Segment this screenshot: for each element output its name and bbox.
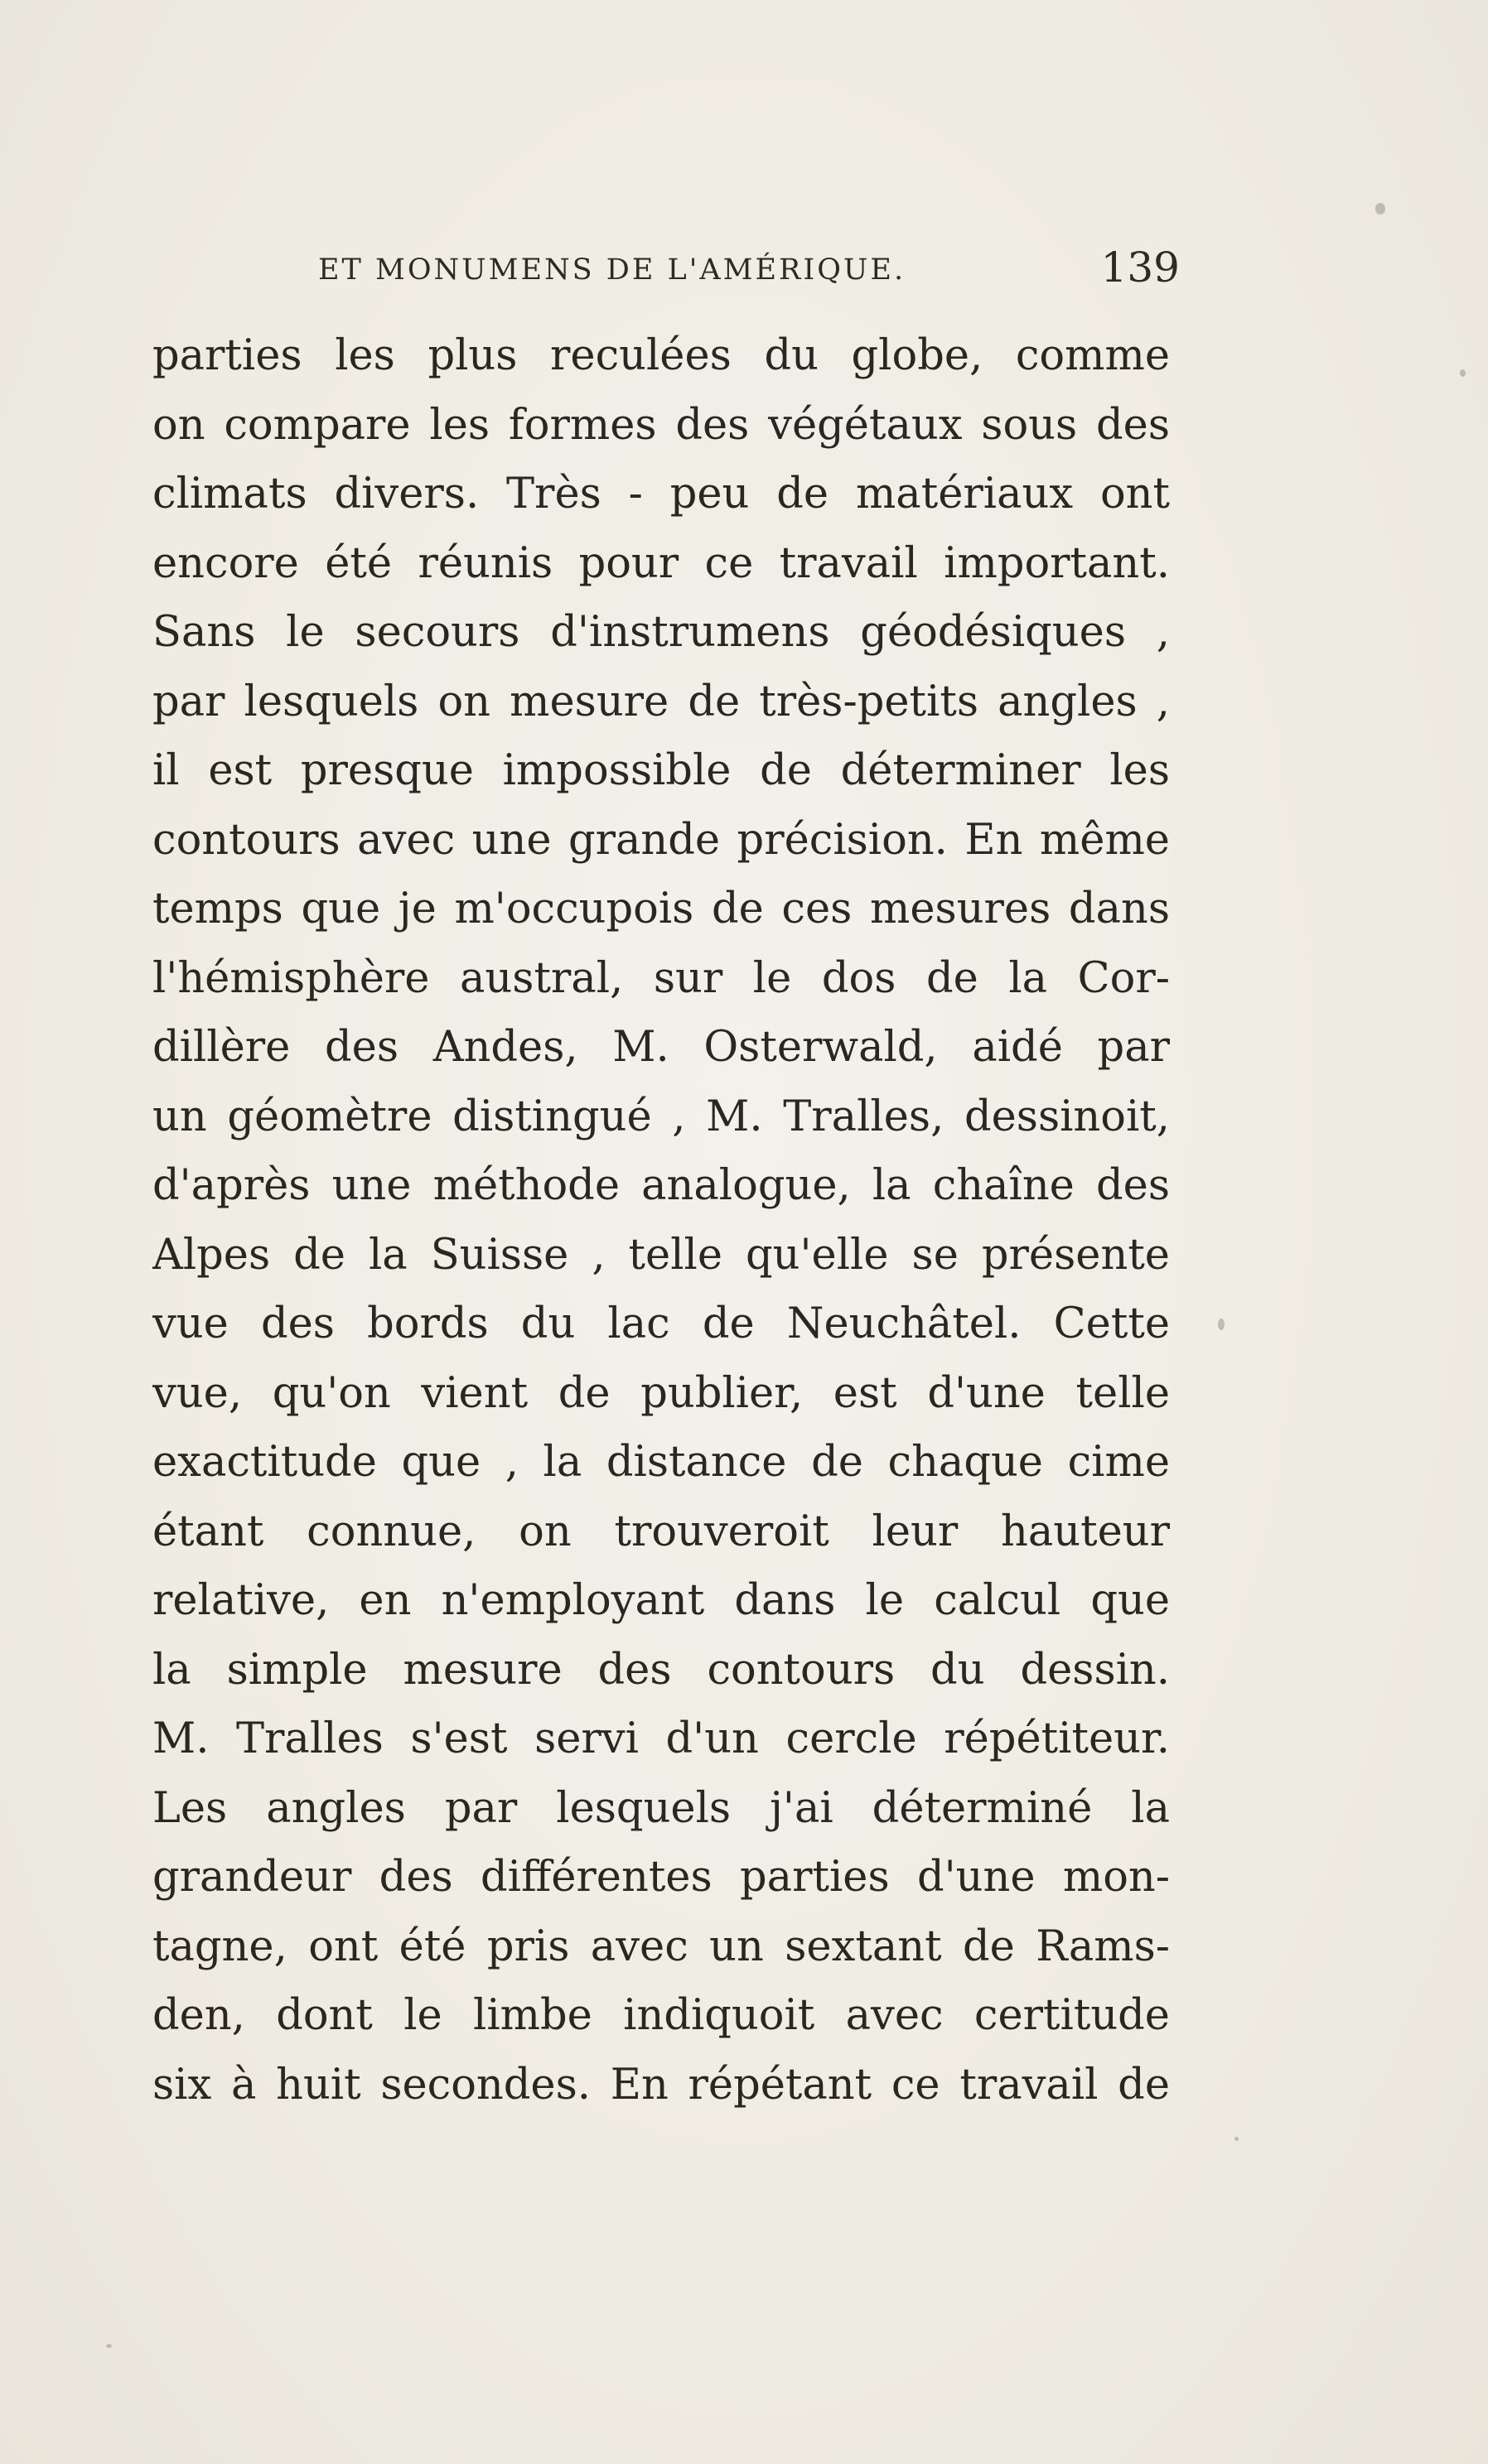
text-line: encore été réunis pour ce travail important. — [152, 538, 1170, 588]
text-line: parties les plus reculées du globe, comme — [152, 331, 1170, 380]
text-line: vue des bords du lac de Neuchâtel. Cette — [152, 1300, 1170, 1348]
text-line: Sans le secours d'instrumens géodésiques , — [152, 608, 1170, 657]
paper-speck — [1375, 203, 1385, 215]
text-line: den, dont le limbe indiquoit avec certitude — [152, 1991, 1170, 2040]
text-line: six à huit secondes. En répétant ce travail de — [152, 2060, 1170, 2110]
text-line: par lesquels on mesure de très-petits angles , — [152, 677, 1170, 726]
text-line: relative, en n'employant dans le calcul que — [152, 1576, 1170, 1625]
text-line: vue, qu'on vient de publier, est d'une telle — [152, 1368, 1170, 1418]
text-line: Alpes de la Suisse , telle qu'elle se présente — [152, 1230, 1170, 1280]
text-line: grandeur des différentes parties d'une mon- — [152, 1853, 1170, 1902]
page-number: 139 — [1100, 244, 1180, 292]
text-line: tagne, ont été pris avec un sextant de Rams- — [152, 1922, 1170, 1971]
text-line: M. Tralles s'est servi d'un cercle répétiteur. — [152, 1714, 1170, 1763]
body-text — [152, 321, 1170, 2119]
paper-speck — [1460, 369, 1466, 377]
running-title: ET MONUMENS DE L'AMÉRIQUE. — [318, 253, 906, 287]
paper-speck — [1218, 1319, 1225, 1330]
text-line: on compare les formes des végétaux sous des — [152, 400, 1170, 450]
text-line: il est presque impossible de déterminer les — [152, 746, 1170, 795]
paper-speck — [106, 2344, 112, 2348]
running-head — [318, 244, 1180, 298]
paper-speck — [1234, 2137, 1239, 2141]
text-line: Les angles par lesquels j'ai déterminé la — [152, 1783, 1170, 1833]
text-line: climats divers. Très - peu de matériaux ont — [152, 470, 1170, 518]
text-line: dillère des Andes, M. Osterwald, aidé par — [152, 1023, 1170, 1072]
text-line: temps que je m'occupois de ces mesures dans — [152, 885, 1170, 933]
text-line: d'après une méthode analogue, la chaîne des — [152, 1161, 1170, 1210]
text-line: étant connue, on trouveroit leur hauteur — [152, 1507, 1170, 1556]
text-line: contours avec une grande précision. En même — [152, 815, 1170, 865]
text-line: un géomètre distingué , M. Tralles, dessinoit, — [152, 1092, 1170, 1141]
text-line: exactitude que , la distance de chaque cime — [152, 1438, 1170, 1487]
text-line: l'hémisphère austral, sur le dos de la Cor- — [152, 953, 1170, 1003]
text-line: la simple mesure des contours du dessin. — [152, 1645, 1170, 1695]
